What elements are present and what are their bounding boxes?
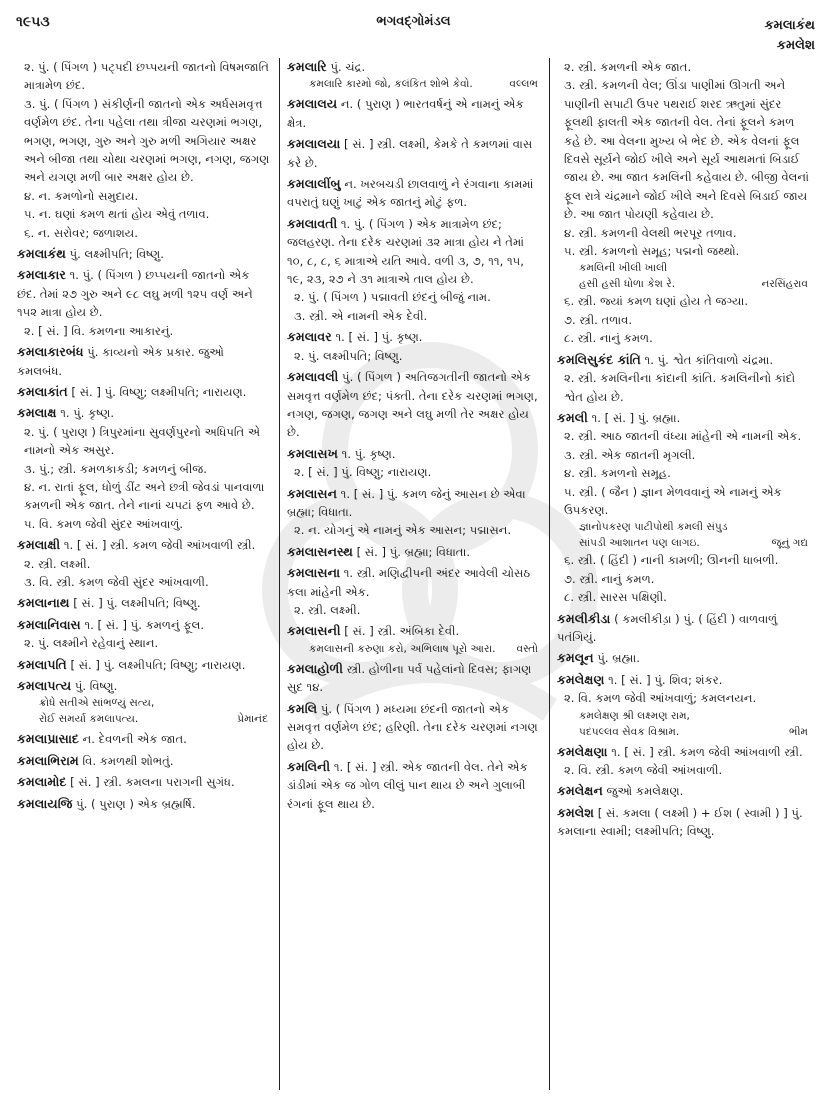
entry-headword: કમલાપત્ય bbox=[17, 678, 72, 693]
entry-sense: ૨. પું. ( પિંગળ ) પટ્પદી છપ્પયની જાતનો વિષમજાતિ માત્રામેળ છંદ. bbox=[24, 60, 269, 93]
entry-sense: ૩. સ્ત્રી. એ નામની એક દેવી. bbox=[294, 308, 428, 323]
dictionary-entry bbox=[287, 135, 542, 172]
book-title: ભગવદ્ગોમંડલ bbox=[376, 14, 451, 29]
quote-line: કમલિની ખીલી ખાલી bbox=[579, 262, 668, 275]
entry-sense: પું. લક્ષ્મીપતિ; વિષ્ણુ. bbox=[69, 247, 164, 262]
entry-headword: કમલાલય bbox=[287, 96, 338, 112]
dictionary-entry bbox=[557, 804, 812, 841]
entry-headline bbox=[287, 215, 542, 289]
entry-headline bbox=[557, 649, 812, 667]
entry-sense: ૧. પું. ( પિંગળ ) એક માત્રામેળ છંદ; જલહરણ. તેના દરેક ચરણમાં ૩૨ માત્રા હોય ને તેમાં ૧૦, ૮, ૮, ૬ માત્રાએ યતિ આવે. વળી ૩, ૭, ૧૧, ૧૫, ૧૯, ૨૩, ૨૭ ને ૩૧ માત્રાએ તાલ હોય છે. bbox=[287, 216, 524, 287]
entry-sense: ૮. સ્ત્રી. સારસ પક્ષિણી. bbox=[564, 590, 667, 605]
dictionary-entry bbox=[557, 743, 812, 780]
entry-sense: ૨. [ સં. ] પું. વિષ્ણુ; નારાયણ. bbox=[294, 465, 432, 480]
guide-words bbox=[764, 16, 815, 56]
entry-sense: પું. ( પિંગળ ) મધ્યમા છંદની જાતનો એક સમવૃત્ત વર્ણમેળ છંદ; હરિણી. તેના દરેક ચરણમાં નગણ હોય છે. bbox=[287, 701, 538, 753]
entry-headword: કમલેક્ષણા bbox=[557, 743, 608, 759]
dictionary-entry bbox=[557, 351, 812, 406]
entry-headword: કમલાસના bbox=[287, 565, 341, 581]
entry-sense: ૪. ન. કમળોનો સમુદાય. bbox=[24, 188, 139, 203]
entry-sense: ૩. પું.; સ્ત્રી. કમળકાકડી; કમળનું બીજ. bbox=[24, 461, 207, 476]
entry-headline bbox=[17, 536, 272, 554]
entry-sense: જુઓ કમલેક્ષણ. bbox=[606, 784, 684, 799]
entry-headline bbox=[287, 95, 542, 132]
entry-sense: ૪. સ્ત્રી. કમળની વેલથી ભરપૂર તળાવ. bbox=[564, 225, 737, 240]
entry-headword: કમલિની bbox=[287, 758, 331, 774]
entry-sense: ૩. સ્ત્રી. એક જાતની મૃગલી. bbox=[564, 447, 696, 462]
entry-sense: ૧. સ્ત્રી. મણિદ્વીપની અંદર આવેલી ચોસઠ કલા માંહેની એક. bbox=[287, 566, 531, 599]
entry-sense: [ સં. ] સ્ત્રી. લક્ષ્મી, કેમકે તે કમળમાં વાસ કરે છે. bbox=[287, 137, 533, 170]
entry-headline bbox=[287, 485, 542, 522]
dictionary-entry bbox=[287, 368, 542, 442]
dictionary-entry bbox=[287, 215, 542, 325]
quote-attribution: વલ્લભ bbox=[509, 78, 538, 91]
guide-word-first: કમલાકંથ bbox=[764, 18, 815, 33]
entry-sense: ૧. પું. કૃષ્ણ. bbox=[341, 446, 396, 461]
entry-headword: કમલેક્ષન bbox=[557, 783, 603, 799]
entry-sense: ૪. ન. રાતાં ફૂલ, ધોળું ડીંટ અને છત્રી જેવડાં પાનવાળા કમળની એક જાત. તેને નાનાં ચપટાં ફળ આવે છે. bbox=[24, 479, 265, 513]
entry-sense: ( કમલીકીડ઼ા ) પું. ( હિંદી ) વાળવાળું પતંગિયું. bbox=[557, 611, 778, 644]
dictionary-entry bbox=[17, 343, 272, 380]
entry-sense: ૩. સ્ત્રી. કમળની વેલ; ઊંડા પાણીમાં ઊગતી અને પાણીની સપાટી ઉપર પથરાઈ શરદ ઋતુમાં સુંદર ફૂલથી ફાલતી એક જાતની વેલ. તેનાં ફૂલને કમળ કહે છે. આ વેલના મુખ્ય બે ભેદ છે. એક વેલનાં ફૂલ દિવસે સૂર્યને જોઈ ખીલે અને સૂર્ય આથમતાં બિડાઈ જાય છે. આ જાત કમલિની કહેવાય છે. બીજી વેલનાં ફૂલ રાત્રે ચંદ્રમાને જોઈ ખીલે અને દિવસે બિડાઈ જાય છે. આ જાત પોયણી કહેવાય છે. bbox=[564, 78, 809, 222]
quote-text: રોઈ સમર્યા કમલાપત્ય. bbox=[39, 713, 139, 726]
entry-headline bbox=[557, 671, 812, 689]
entry-sense: ૬. ન. સરોવર; જળાશય. bbox=[24, 225, 138, 240]
entry-sense: ૮. સ્ત્રી. નાનું કમળ. bbox=[564, 331, 653, 346]
dictionary-entry bbox=[287, 175, 542, 212]
entry-sense: ન. ( પુરાણ ) ભારતવર્ષનું એ નામનું એક ક્ષેત્ર. bbox=[287, 97, 524, 130]
entry-headword: કમલાવર bbox=[287, 329, 332, 345]
quote-text: કમલાસની કરુણા કરો, અભિલાષ પૂરો આરા. bbox=[309, 642, 496, 655]
dictionary-columns bbox=[10, 58, 819, 1090]
entry-headword: કમલાક્ષી bbox=[17, 537, 61, 553]
entry-headword: કમલાસખ bbox=[287, 445, 338, 461]
quote-attribution: જૂનું ગદ્ય bbox=[771, 537, 808, 550]
dictionary-entry bbox=[557, 671, 812, 740]
quote-text: પદપલ્લવ સેવક વિશ્રામ. bbox=[579, 725, 680, 738]
dictionary-entry bbox=[17, 245, 272, 263]
dictionary-entry bbox=[287, 95, 542, 132]
entry-sense: ૧. [ સં. ] પું. કૃષ્ણ. bbox=[335, 330, 423, 345]
dictionary-entry bbox=[557, 610, 812, 647]
entry-headword: કમલાનિવાસ bbox=[17, 616, 81, 632]
dictionary-entry bbox=[17, 773, 272, 791]
entry-sense: [ સં. ] પું. લક્ષ્મીપતિ; વિષ્ણુ. bbox=[73, 596, 201, 611]
entry-headword: કમલાભિરામ bbox=[17, 752, 79, 768]
entry-sense: ૨. વિ. કમળ જેવી આંખવાળું; કમલનયન. bbox=[564, 691, 757, 706]
entry-headline bbox=[557, 351, 812, 369]
entry-headline bbox=[17, 594, 272, 612]
entry-headword: કમલિ bbox=[287, 700, 318, 716]
dictionary-entry bbox=[557, 649, 812, 667]
entry-headline bbox=[287, 622, 542, 640]
entry-sense: ૨. પું. ( પિંગળ ) પદ્માવતી છંદનું બીજું નામ. bbox=[294, 290, 491, 305]
dictionary-entry bbox=[17, 383, 272, 401]
entry-sense: વિ. કમળથી શોભતું. bbox=[82, 753, 174, 768]
entry-sense: ૧. [ સં. ] પું. બ્રહ્મા. bbox=[591, 410, 681, 425]
quote-attribution: નરસિંહરાવ bbox=[761, 278, 808, 291]
entry-sense: ૫. સ્ત્રી. ( જૈન ) જ્ઞાન મેળવવાનું એ નામનું એક ઉપકરણ. bbox=[564, 484, 782, 517]
quote-line bbox=[17, 711, 272, 727]
entry-headline bbox=[17, 245, 272, 263]
entry-headline bbox=[557, 782, 812, 800]
entry-headword: કમલાપ્રાસાદ bbox=[17, 731, 79, 747]
entry-sense: ૬. સ્ત્રી. ( હિંદી ) નાની કામળી; ઊનની ધાબળી. bbox=[564, 553, 779, 568]
entry-headline bbox=[287, 445, 542, 463]
dictionary-entry bbox=[287, 58, 542, 92]
entry-headline bbox=[17, 343, 272, 380]
entry-sense: [ સં. ] સ્ત્રી. અંબિકા દેવી. bbox=[344, 624, 460, 639]
page-number: ૧૯૫૩ bbox=[16, 14, 50, 30]
entry-headline bbox=[287, 660, 542, 697]
dictionary-entry bbox=[557, 782, 812, 800]
entry-headline bbox=[557, 610, 812, 647]
entry-sense: પું. ( પુરાણ ) એક બ્રહ્મર્ષિ. bbox=[76, 796, 196, 811]
entry-sense: ૨. વિ. સ્ત્રી. કમળ જેવી આંખવાળી. bbox=[564, 763, 723, 777]
entry-sense: ૨. ન. યોગનું એ નામનું એક આસન; પદ્માસન. bbox=[294, 523, 512, 538]
entry-sense: ૧. [ સં. ] સ્ત્રી. એક જાતની વેલ. તેને એક ડાંડીમાં એક જ ગોળ લીલું પાન થાય છે અને ગુલાબી રંગનાં ફૂલ થાય છે. bbox=[287, 759, 528, 811]
quote-line bbox=[287, 76, 542, 92]
entry-sense: પું. ( પિંગળ ) અતિજગતીની જાતનો એક સમવૃત્ત વર્ણમેળ છંદ; પંક્તી. તેના દરેક ચરણમાં ભગણ, નગણ, જગણ, જગણ અને લઘુ મળી તેર અક્ષર હોય છે. bbox=[287, 370, 538, 440]
entry-sense: [ સં. ] પું. બ્રહ્મા; વિધાતા. bbox=[356, 544, 470, 559]
quote-attribution: પ્રેમાનંદ bbox=[237, 713, 268, 726]
quote-line bbox=[557, 535, 812, 551]
entry-headword: કમલાકાંત bbox=[17, 383, 68, 399]
quote-line: ક્રોધે સતીએ સાંભળ્યું સત્ય, bbox=[39, 697, 155, 710]
dictionary-entry bbox=[287, 485, 542, 540]
entry-headline bbox=[17, 773, 272, 791]
entry-sense: ૧. [ સં. ] પું. કમળનું ફૂલ. bbox=[84, 617, 205, 632]
entry-sense: ૨. સ્ત્રી. લક્ષ્મી. bbox=[24, 556, 91, 571]
entry-sense: ૧. પું. શ્વેત કાંતિવાળો ચંદ્રમા. bbox=[644, 352, 774, 367]
entry-headline bbox=[287, 135, 542, 172]
dictionary-entry bbox=[557, 409, 812, 607]
entry-sense: પું. ચંદ્ર. bbox=[330, 60, 366, 74]
column-middle bbox=[279, 58, 549, 1090]
entry-headline bbox=[557, 743, 812, 761]
entry-headword: કમલામોદ bbox=[17, 774, 67, 790]
entry-headword: કમલાવતી bbox=[287, 215, 338, 231]
entry-sense: ૫. સ્ત્રી. કમળનો સમૂહ; પદ્મનો જથ્થો. bbox=[564, 244, 740, 259]
entry-headword: કમલાસનસ્થ bbox=[287, 543, 353, 559]
entry-headline bbox=[17, 677, 272, 695]
quote-line: કમલેક્ષણ શ્રી લક્ષ્મણ રામ, bbox=[579, 709, 690, 722]
dictionary-entry bbox=[287, 758, 542, 813]
entry-headline bbox=[17, 616, 272, 634]
entry-headword: કમલાસની bbox=[287, 623, 341, 639]
entry-headword: કમલાનાથ bbox=[17, 595, 70, 611]
dictionary-entry bbox=[17, 677, 272, 727]
quote-text: હસી હસી ધોળા કેશ રે. bbox=[579, 278, 676, 291]
entry-headword: કમલાકાર bbox=[17, 267, 66, 283]
column-right bbox=[549, 58, 819, 1090]
dictionary-entry bbox=[287, 622, 542, 656]
entry-headline bbox=[287, 758, 542, 813]
entry-headword: કમલેશ bbox=[557, 804, 595, 820]
entry-headline bbox=[287, 58, 542, 76]
entry-sense: ૨. પું. લક્ષ્મીપતિ; વિષ્ણુ. bbox=[294, 348, 403, 363]
dictionary-entry bbox=[287, 564, 542, 619]
entry-headline bbox=[557, 804, 812, 841]
entry-headword: કમલાકંથ bbox=[17, 246, 66, 262]
entry-headline bbox=[557, 409, 812, 427]
entry-headline bbox=[17, 656, 272, 674]
entry-sense: ૨. સ્ત્રી. કમળની એક જાત. bbox=[564, 60, 692, 74]
entry-headword: કમલેક્ષણ bbox=[557, 671, 605, 687]
entry-headline bbox=[17, 266, 272, 321]
quote-line: જ્ઞાનોપકરણ પાટીપોથી કમલી સંપુડ bbox=[579, 521, 728, 534]
entry-sense: [ સં. ] સ્ત્રી. કમલના પરાગની સુગંધ. bbox=[70, 775, 235, 790]
entry-sense: ૭. સ્ત્રી. તળાવ. bbox=[564, 312, 633, 327]
quote-text: કમલારિ કારમો જો, કલંકિત શોભે કેવો. bbox=[309, 78, 473, 91]
entry-sense: ન. ખરબચડી છાલવાળું ને રંગવાના કામમાં વપરાતું ઘણું ખાટું એક જાતનું મોટું ફળ. bbox=[287, 177, 534, 210]
dictionary-entry bbox=[287, 328, 542, 365]
entry-sense: ૪. સ્ત્રી. કમળનો સમૂહ. bbox=[564, 466, 671, 481]
quote-line bbox=[557, 724, 812, 740]
entry-sense: ૧. [ સં. ] પું. શિવ; શંકર. bbox=[608, 672, 723, 687]
dictionary-entry bbox=[17, 594, 272, 612]
entry-sense: ૨. પું. લક્ષ્મીને રહેવાનું સ્થાન. bbox=[24, 636, 159, 651]
entry-headline bbox=[17, 795, 272, 813]
entry-sense: ૫. ન. ઘણાં કમળ થતાં હોય એવું તળાવ. bbox=[24, 207, 210, 222]
quote-attribution: વસ્તો bbox=[516, 642, 538, 655]
entry-headword: કમલાપતિ bbox=[17, 656, 67, 672]
entry-headword: કમલાવલી bbox=[287, 369, 339, 385]
entry-sense: [ સં. ] પું. વિષ્ણુ; લક્ષ્મીપતિ; નારાયણ. bbox=[71, 384, 247, 399]
entry-sense: ૭. સ્ત્રી. નાનું કમળ. bbox=[564, 571, 655, 586]
entry-headword: કમલાયજિ bbox=[17, 795, 73, 811]
entry-headword: કમલૂન bbox=[557, 650, 594, 666]
entry-headline bbox=[17, 383, 272, 401]
dictionary-entry bbox=[17, 536, 272, 591]
entry-sense: ૧. પું. ( પિંગળ ) છપ્પયની જાતનો એક છંદ. તેમાં ૨૭ ગુરુ અને ૯૮ લઘુ મળી ૧૨૫ વર્ણ અને ૧૫૨ માત્રા હોય છે. bbox=[17, 268, 253, 320]
entry-sense: ૫. વિ. કમળ જેવી સુંદર આંખવાળું. bbox=[24, 516, 184, 531]
entry-headword: કમલાક્ષ bbox=[17, 405, 57, 421]
dictionary-entry bbox=[287, 660, 542, 697]
entry-headline bbox=[17, 404, 272, 422]
entry-sense: [ સં. ] પું. લક્ષ્મીપતિ; વિષ્ણુ; નારાયણ. bbox=[70, 657, 246, 672]
entry-headline bbox=[17, 730, 272, 748]
entry-sense: ૩. વિ. સ્ત્રી. કમળ જેવી સુંદર આંખવાળી. bbox=[24, 574, 209, 589]
entry-headword: કમલારિ bbox=[287, 59, 327, 74]
entry-headword: કમલાકારબંધ bbox=[17, 344, 84, 360]
page-header bbox=[12, 8, 815, 58]
dictionary-entry bbox=[17, 58, 272, 242]
quote-text: સાંપડી આશાતન પણ લાગઇ. bbox=[579, 537, 700, 550]
entry-headline bbox=[287, 543, 542, 561]
entry-sense: ૬. સ્ત્રી. જ્યાં કમળ ઘણાં હોય તે જગ્યા. bbox=[564, 294, 749, 309]
entry-headline bbox=[287, 328, 542, 346]
dictionary-entry bbox=[17, 404, 272, 533]
dictionary-entry bbox=[557, 58, 812, 348]
entry-sense: ૧. [ સં. ] સ્ત્રી. કમળ જેવી આંખવાળી સ્ત્રી. bbox=[63, 538, 256, 553]
entry-sense: [ સં. કમલા ( લક્ષ્મી ) + ઈશ ( સ્વામી ) ] પું. કમલાના સ્વામી; લક્ષ્મીપતિ; વિષ્ણુ. bbox=[557, 805, 803, 839]
entry-sense: સ્ત્રી. હોળીના પર્વ પહેલાંનો દિવસ; ફાગણ સુદ ૧૪. bbox=[287, 661, 532, 695]
column-left bbox=[10, 58, 279, 1090]
entry-sense: ૩. પું. ( પિંગળ ) સંકીર્ણની જાતનો એક અર્ધસમવૃત્ત વર્ણમેળ છંદ. તેના પહેલા તથા ત્રીજા ચરણમાં ભગણ, ભગણ, ભગણ, ગુરુ અને ગુરુ મળી અગિયાર અક્ષર અને બીજા તથા ચોથા ચરણમાં ભગણ, નગણ, જગણ અને યગણ મળી બાર અક્ષર હોય છે. bbox=[24, 96, 270, 185]
dictionary-entry bbox=[17, 656, 272, 674]
entry-sense: ૨. સ્ત્રી. આઠ જાતની વંધ્યા માંહેની એ નામની એક. bbox=[564, 429, 802, 444]
entry-sense: ૨. સ્ત્રી. કમલિનીના કાંદાની કાંતિ. કમલિનીનો કાંદો શ્વેત હોય છે. bbox=[564, 371, 796, 404]
entry-sense: પું. વિષ્ણુ. bbox=[74, 679, 118, 693]
quote-attribution: ભીમ bbox=[789, 725, 808, 738]
entry-sense: ૧. [ સં. ] સ્ત્રી. કમળ જેવી આંખવાળી સ્ત્રી. bbox=[611, 744, 803, 759]
entry-headline bbox=[287, 564, 542, 601]
entry-headline bbox=[17, 752, 272, 770]
entry-headword: કમલિસુકંદ કાંતિ bbox=[557, 351, 641, 367]
dictionary-entry bbox=[17, 266, 272, 340]
entry-sense: ૨. સ્ત્રી. લક્ષ્મી. bbox=[294, 602, 361, 617]
entry-sense: પું. બ્રહ્મા. bbox=[597, 651, 640, 666]
entry-sense: ૨. પું. ( પુરાણ ) ત્રિપુરમાંના સુવર્ણપુરનો અધિપતિ એ નામનો એક અસુર. bbox=[24, 424, 261, 458]
entry-sense: ૨. [ સં. ] વિ. કમળના આકારનું. bbox=[24, 323, 174, 338]
quote-line bbox=[557, 276, 812, 292]
dictionary-entry bbox=[17, 795, 272, 813]
entry-headword: કમલી bbox=[557, 409, 588, 425]
entry-headline bbox=[287, 368, 542, 442]
entry-headword: કમલીકીડા bbox=[557, 610, 611, 626]
entry-headline bbox=[287, 700, 542, 755]
entry-sense: ન. દેવળની એક જાત. bbox=[82, 732, 187, 747]
entry-headline bbox=[287, 175, 542, 212]
dictionary-entry bbox=[17, 616, 272, 653]
entry-headword: કમલાસન bbox=[287, 485, 337, 501]
quote-line bbox=[287, 641, 542, 657]
entry-headword: કમલાહોળી bbox=[287, 660, 343, 676]
guide-word-last: કમલેશ bbox=[776, 38, 815, 53]
dictionary-entry bbox=[287, 445, 542, 482]
entry-headword: કમલાલીંબુ bbox=[287, 176, 341, 192]
dictionary-entry bbox=[287, 700, 542, 755]
dictionary-entry bbox=[287, 543, 542, 561]
entry-sense: ૧. [ સં. ] પું. કમળ જેનું આસન છે એવા બ્રહ્મા; વિધાતા. bbox=[287, 486, 526, 519]
dictionary-entry bbox=[17, 730, 272, 748]
dictionary-entry bbox=[17, 752, 272, 770]
entry-sense: ૧. પું. કૃષ્ણ. bbox=[60, 406, 115, 421]
entry-headword: કમલાલયા bbox=[287, 136, 341, 152]
entry-sense: પું. કાવ્યનો એક પ્રકાર. જુઓ કમલબંધ. bbox=[17, 345, 225, 378]
